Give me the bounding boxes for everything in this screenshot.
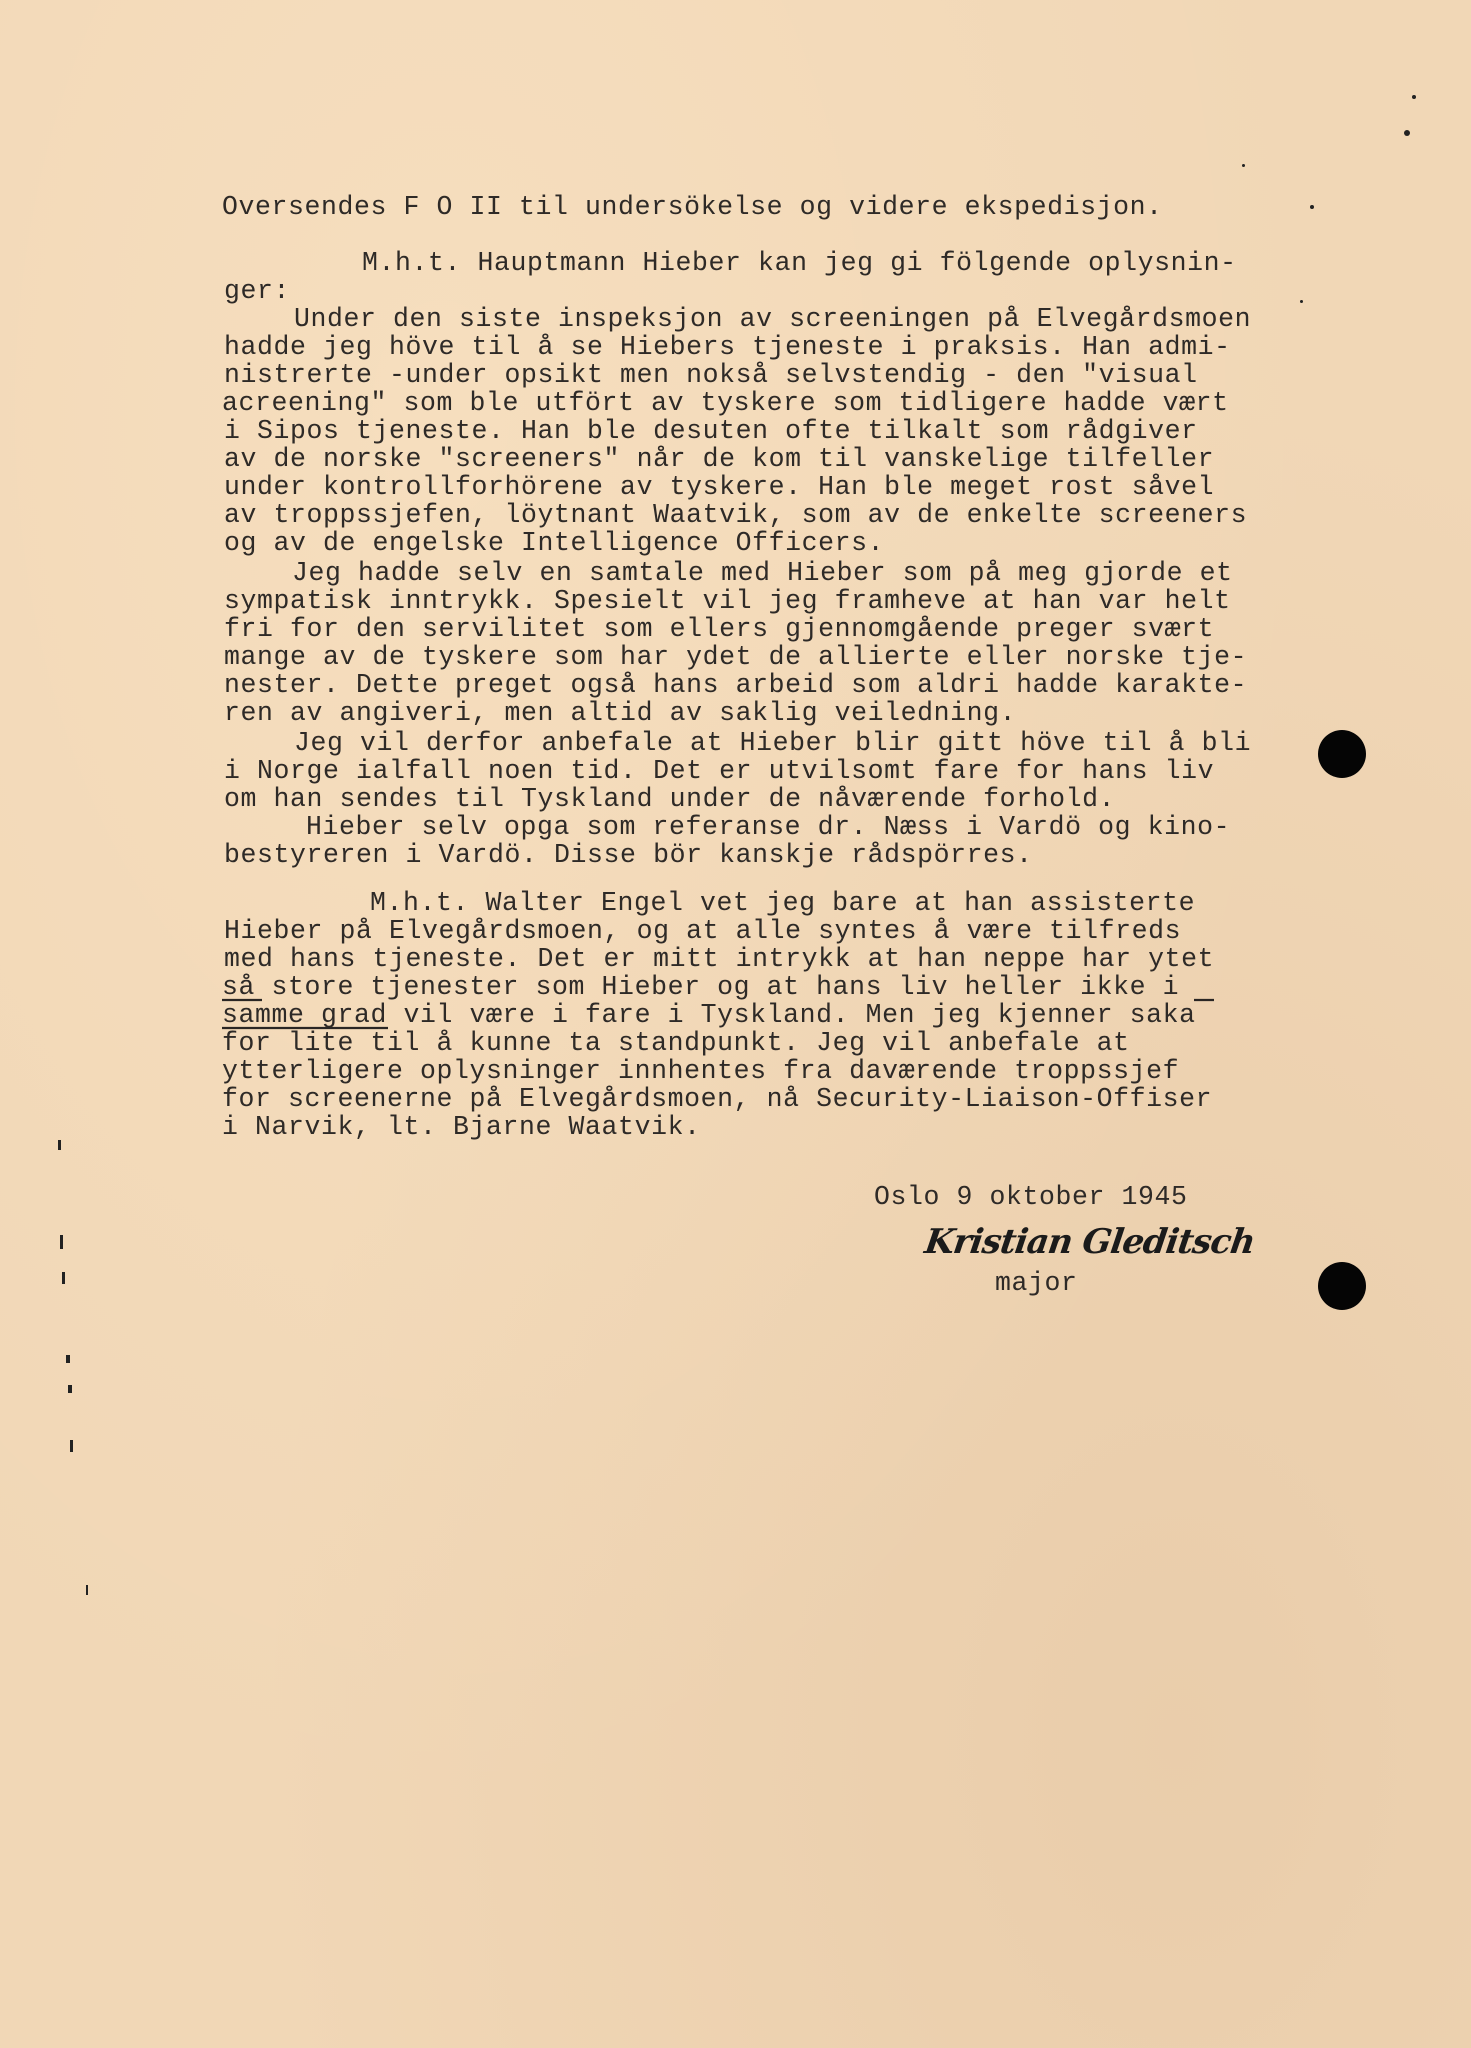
- body-line: av troppssjefen, löytnant Waatvik, som av de enkelte screeners: [224, 500, 1248, 530]
- body-line: i Norge ialfall noen tid. Det er utvilsomt fare for hans liv: [224, 756, 1215, 786]
- body-line: Jeg vil derfor anbefale at Hieber blir gitt höve til å bli: [294, 728, 1252, 758]
- body-line: Jeg hadde selv en samtale med Hieber som på meg gjorde et: [292, 558, 1233, 588]
- body-line: Under den siste inspeksjon av screeningen på Elvegårdsmoen: [294, 304, 1252, 334]
- body-line: samme grad vil være i fare i Tyskland. Men jeg kjenner saka: [222, 1000, 1196, 1030]
- body-line: hadde jeg höve til å se Hiebers tjeneste i praksis. Han admi-: [224, 332, 1231, 362]
- date-line: Oslo 9 oktober 1945: [874, 1182, 1188, 1212]
- body-line: M.h.t. Hauptmann Hieber kan jeg gi fölgende oplysnin-: [362, 248, 1237, 278]
- body-line: Hieber selv opga som referanse dr. Næss i Vardö og kino-: [306, 812, 1231, 842]
- body-line: om han sendes til Tyskland under de nåværende forhold.: [224, 784, 1116, 814]
- forwarding-line: Oversendes F O II til undersökelse og videre ekspedisjon.: [222, 192, 1163, 222]
- body-line: så store tjenester som Hieber og at hans liv heller ikke i: [222, 972, 1180, 1002]
- signatory-title: major: [995, 1268, 1078, 1298]
- body-line: fri for den servilitet som ellers gjennomgående preger svært: [224, 614, 1215, 644]
- body-line: med hans tjeneste. Det er mitt intrykk at han neppe har ytet: [224, 944, 1215, 974]
- body-line: ytterligere oplysninger innhentes fra daværende troppssjef: [222, 1056, 1180, 1086]
- body-line: og av de engelske Intelligence Officers.: [224, 528, 885, 558]
- body-line: for lite til å kunne ta standpunkt. Jeg vil anbefale at: [222, 1028, 1130, 1058]
- handwritten-signature: Kristian Gleditsch: [922, 1222, 1258, 1262]
- body-line: for screenerne på Elvegårdsmoen, nå Security-Liaison-Offiser: [222, 1084, 1213, 1114]
- body-line: acreening" som ble utfört av tyskere som tidligere hadde vært: [222, 388, 1229, 418]
- body-line: Hieber på Elvegårdsmoen, og at alle syntes å være tilfreds: [224, 916, 1182, 946]
- body-line: sympatisk inntrykk. Spesielt vil jeg framheve at han var helt: [224, 586, 1231, 616]
- body-line: av de norske "screeners" når de kom til vanskelige tilfeller: [224, 444, 1215, 474]
- body-line: ren av angiveri, men altid av saklig veiledning.: [224, 698, 1017, 728]
- body-line: M.h.t. Walter Engel vet jeg bare at han assisterte: [370, 888, 1196, 918]
- body-line: ger:: [224, 276, 291, 306]
- body-line: i Narvik, lt. Bjarne Waatvik.: [222, 1112, 701, 1142]
- body-line: nester. Dette preget også hans arbeid som aldri hadde karakte-: [224, 670, 1248, 700]
- body-line: under kontrollforhörene av tyskere. Han ble meget rost såvel: [224, 472, 1215, 502]
- body-line: i Sipos tjeneste. Han ble desuten ofte tilkalt som rådgiver: [224, 416, 1198, 446]
- body-line: nistrerte -under opsikt men nokså selvstendig - den "visual: [224, 360, 1198, 390]
- body-line: mange av de tyskere som har ydet de allierte eller norske tje-: [224, 642, 1248, 672]
- body-line: bestyreren i Vardö. Disse bör kanskje rådspörres.: [224, 840, 1033, 870]
